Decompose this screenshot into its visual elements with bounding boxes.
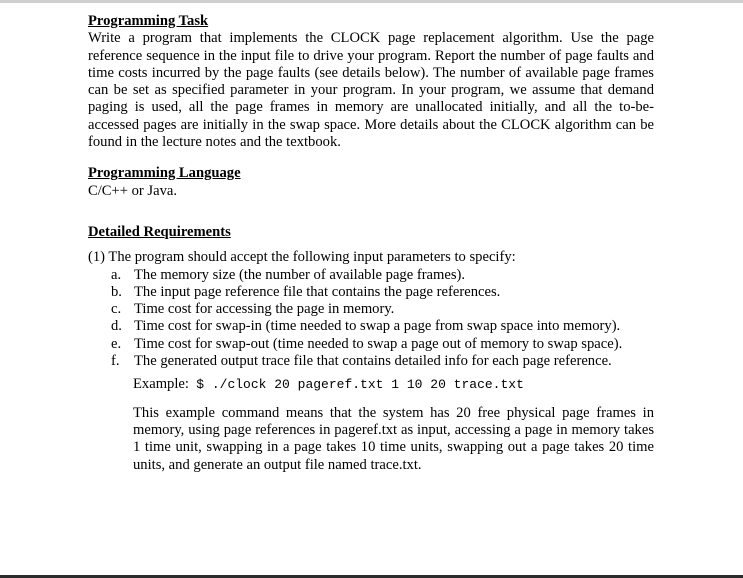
example-line [88, 376, 654, 393]
list-item-text: Time cost for swap-in (time needed to swap a page from swap space into memory). [134, 318, 621, 335]
programming-task-section [88, 13, 654, 151]
list-item [88, 336, 654, 353]
example-explanation: This example command means that the system has 20 free physical page frames in memory, using page references in pageref.txt as input, accessing a page in memory takes 1 time unit, swapping in a page takes 10 time units, swapping out a page takes 20 time units, and generate an output file named trace.txt. [133, 404, 654, 473]
programming-task-heading: Programming Task [88, 13, 209, 29]
list-item-text: Time cost for swap-out (time needed to swap a page out of memory to swap space). [134, 335, 623, 352]
example-command: $ ./clock 20 pageref.txt 1 10 20 trace.txt [196, 377, 524, 393]
top-page-edge [0, 0, 743, 3]
programming-task-paragraph: Write a program that implements the CLOCK page replacement algorithm. Use the page reference sequence in the input file to drive your program. Report the number of page faults and time costs incurred by the page faults (see details below). The number of available page frames can be set as specified parameter in your program. In your program, we assume that demand paging is used, all the page frames in memory are unallocated initially, and all the to-be-accessed pages are initially in the swap space. More details about the CLOCK algorithm can be found in the lecture notes and the textbook. [88, 30, 654, 151]
list-item-text: The input page reference file that contains the page references. [134, 283, 501, 300]
list-marker: b. [111, 283, 122, 300]
list-marker: e. [111, 335, 122, 352]
list-item [88, 353, 654, 370]
list-item-text: The generated output trace file that contains detailed info for each page reference. [134, 353, 612, 370]
list-item-text: Time cost for accessing the page in memory. [134, 301, 395, 318]
requirements-list [88, 267, 654, 371]
list-item [88, 267, 654, 284]
list-marker: f. [111, 353, 120, 370]
programming-language-section [88, 165, 654, 200]
list-item [88, 318, 654, 335]
list-marker: a. [111, 266, 122, 283]
requirements-intro: (1) The program should accept the following input parameters to specify: [88, 249, 516, 266]
list-item [88, 284, 654, 301]
list-marker: d. [111, 318, 122, 335]
detailed-requirements-heading: Detailed Requirements [88, 223, 231, 240]
list-item-text: The memory size (the number of available page frames). [134, 266, 466, 283]
detailed-requirements-section [88, 224, 654, 474]
example-label: Example: [133, 376, 189, 393]
list-marker: c. [111, 301, 122, 318]
programming-language-paragraph: C/C++ or Java. [88, 182, 178, 199]
programming-language-heading: Programming Language [88, 165, 241, 182]
list-item [88, 301, 654, 318]
document-body [88, 13, 654, 474]
